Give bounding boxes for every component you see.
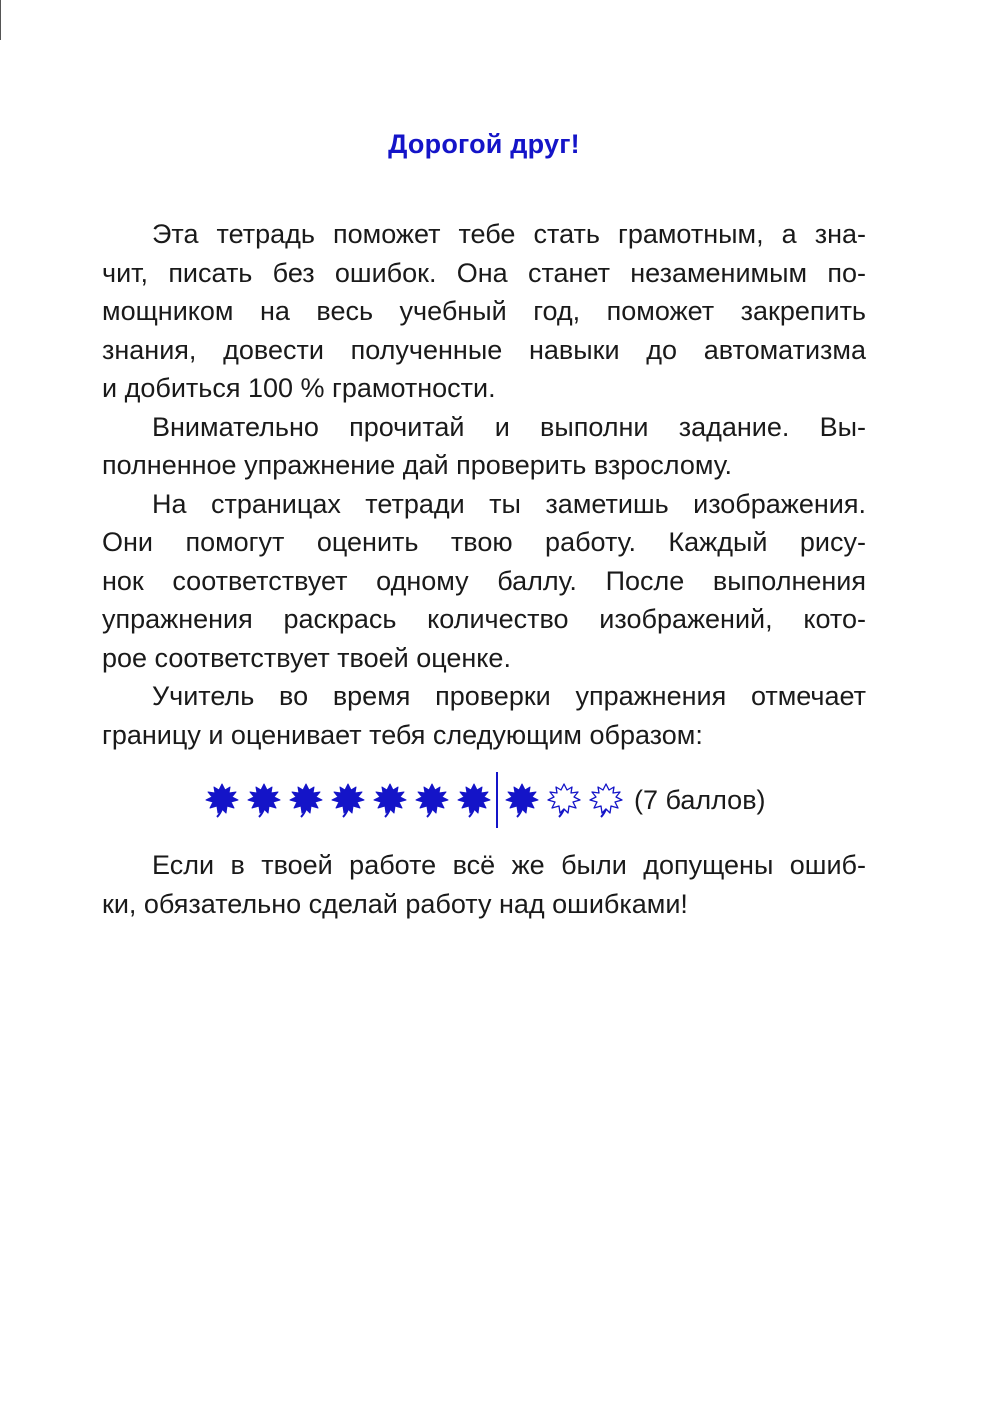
maple-leaf-filled-icon	[246, 782, 282, 818]
text-line: границу и оценивает тебя следующим образом:	[102, 719, 703, 750]
text-line: мощником на весь учебный год, поможет закрепить	[102, 296, 866, 326]
text-line: нок соответствует одному баллу. После выполнения	[102, 565, 866, 596]
maple-leaf-filled-icon	[456, 782, 492, 818]
text-line: и добиться 100 % грамотности.	[102, 373, 496, 403]
text-line: На страницах тетради ты заметишь изображения.	[152, 488, 866, 519]
text-line: Если в твоей работе всё же были допущены ошиб-	[152, 850, 866, 880]
document-page	[102, 120, 866, 923]
maple-leaf-filled-icon	[288, 782, 324, 818]
score-border-line	[496, 772, 498, 828]
maple-leaf-filled-icon	[204, 782, 240, 818]
maple-leaf-filled-icon	[330, 782, 366, 818]
page-title: Дорогой друг!	[388, 129, 580, 159]
text-line: Они помогут оценить твою работу. Каждый рису-	[102, 527, 866, 557]
maple-leaf-filled-icon	[414, 782, 450, 818]
maple-leaf-outline-icon	[546, 782, 582, 818]
paragraph-images	[102, 485, 866, 678]
text-line: знания, довести полученные навыки до автоматизма	[102, 334, 866, 365]
text-line: чит, писать без ошибок. Она станет незаменимым по-	[102, 257, 866, 288]
paragraph-teacher	[102, 677, 866, 754]
text-line: Внимательно прочитай и выполни задание. Вы-	[152, 411, 866, 442]
text-line: рое соответствует твоей оценке.	[102, 642, 511, 673]
maple-leaf-filled-icon	[372, 782, 408, 818]
text-line: Эта тетрадь поможет тебе стать грамотным, а зна-	[152, 219, 866, 249]
paragraph-intro	[102, 215, 866, 408]
paragraph-instructions	[102, 408, 866, 485]
text-line: упражнения раскрась количество изображений, кото-	[102, 604, 866, 634]
text-line: Учитель во время проверки упражнения отмечает	[152, 681, 866, 711]
maple-leaf-filled-icon	[504, 782, 540, 818]
maple-leaf-outline-icon	[588, 782, 624, 818]
page-corner-mark	[0, 0, 1, 40]
text-line: ки, обязательно сделай работу над ошибками!	[102, 888, 688, 919]
paragraph-closing	[102, 846, 866, 923]
rating-example	[102, 772, 866, 828]
text-line: полненное упражнение дай проверить взрослому.	[102, 450, 733, 480]
rating-label: (7 баллов)	[634, 784, 766, 815]
